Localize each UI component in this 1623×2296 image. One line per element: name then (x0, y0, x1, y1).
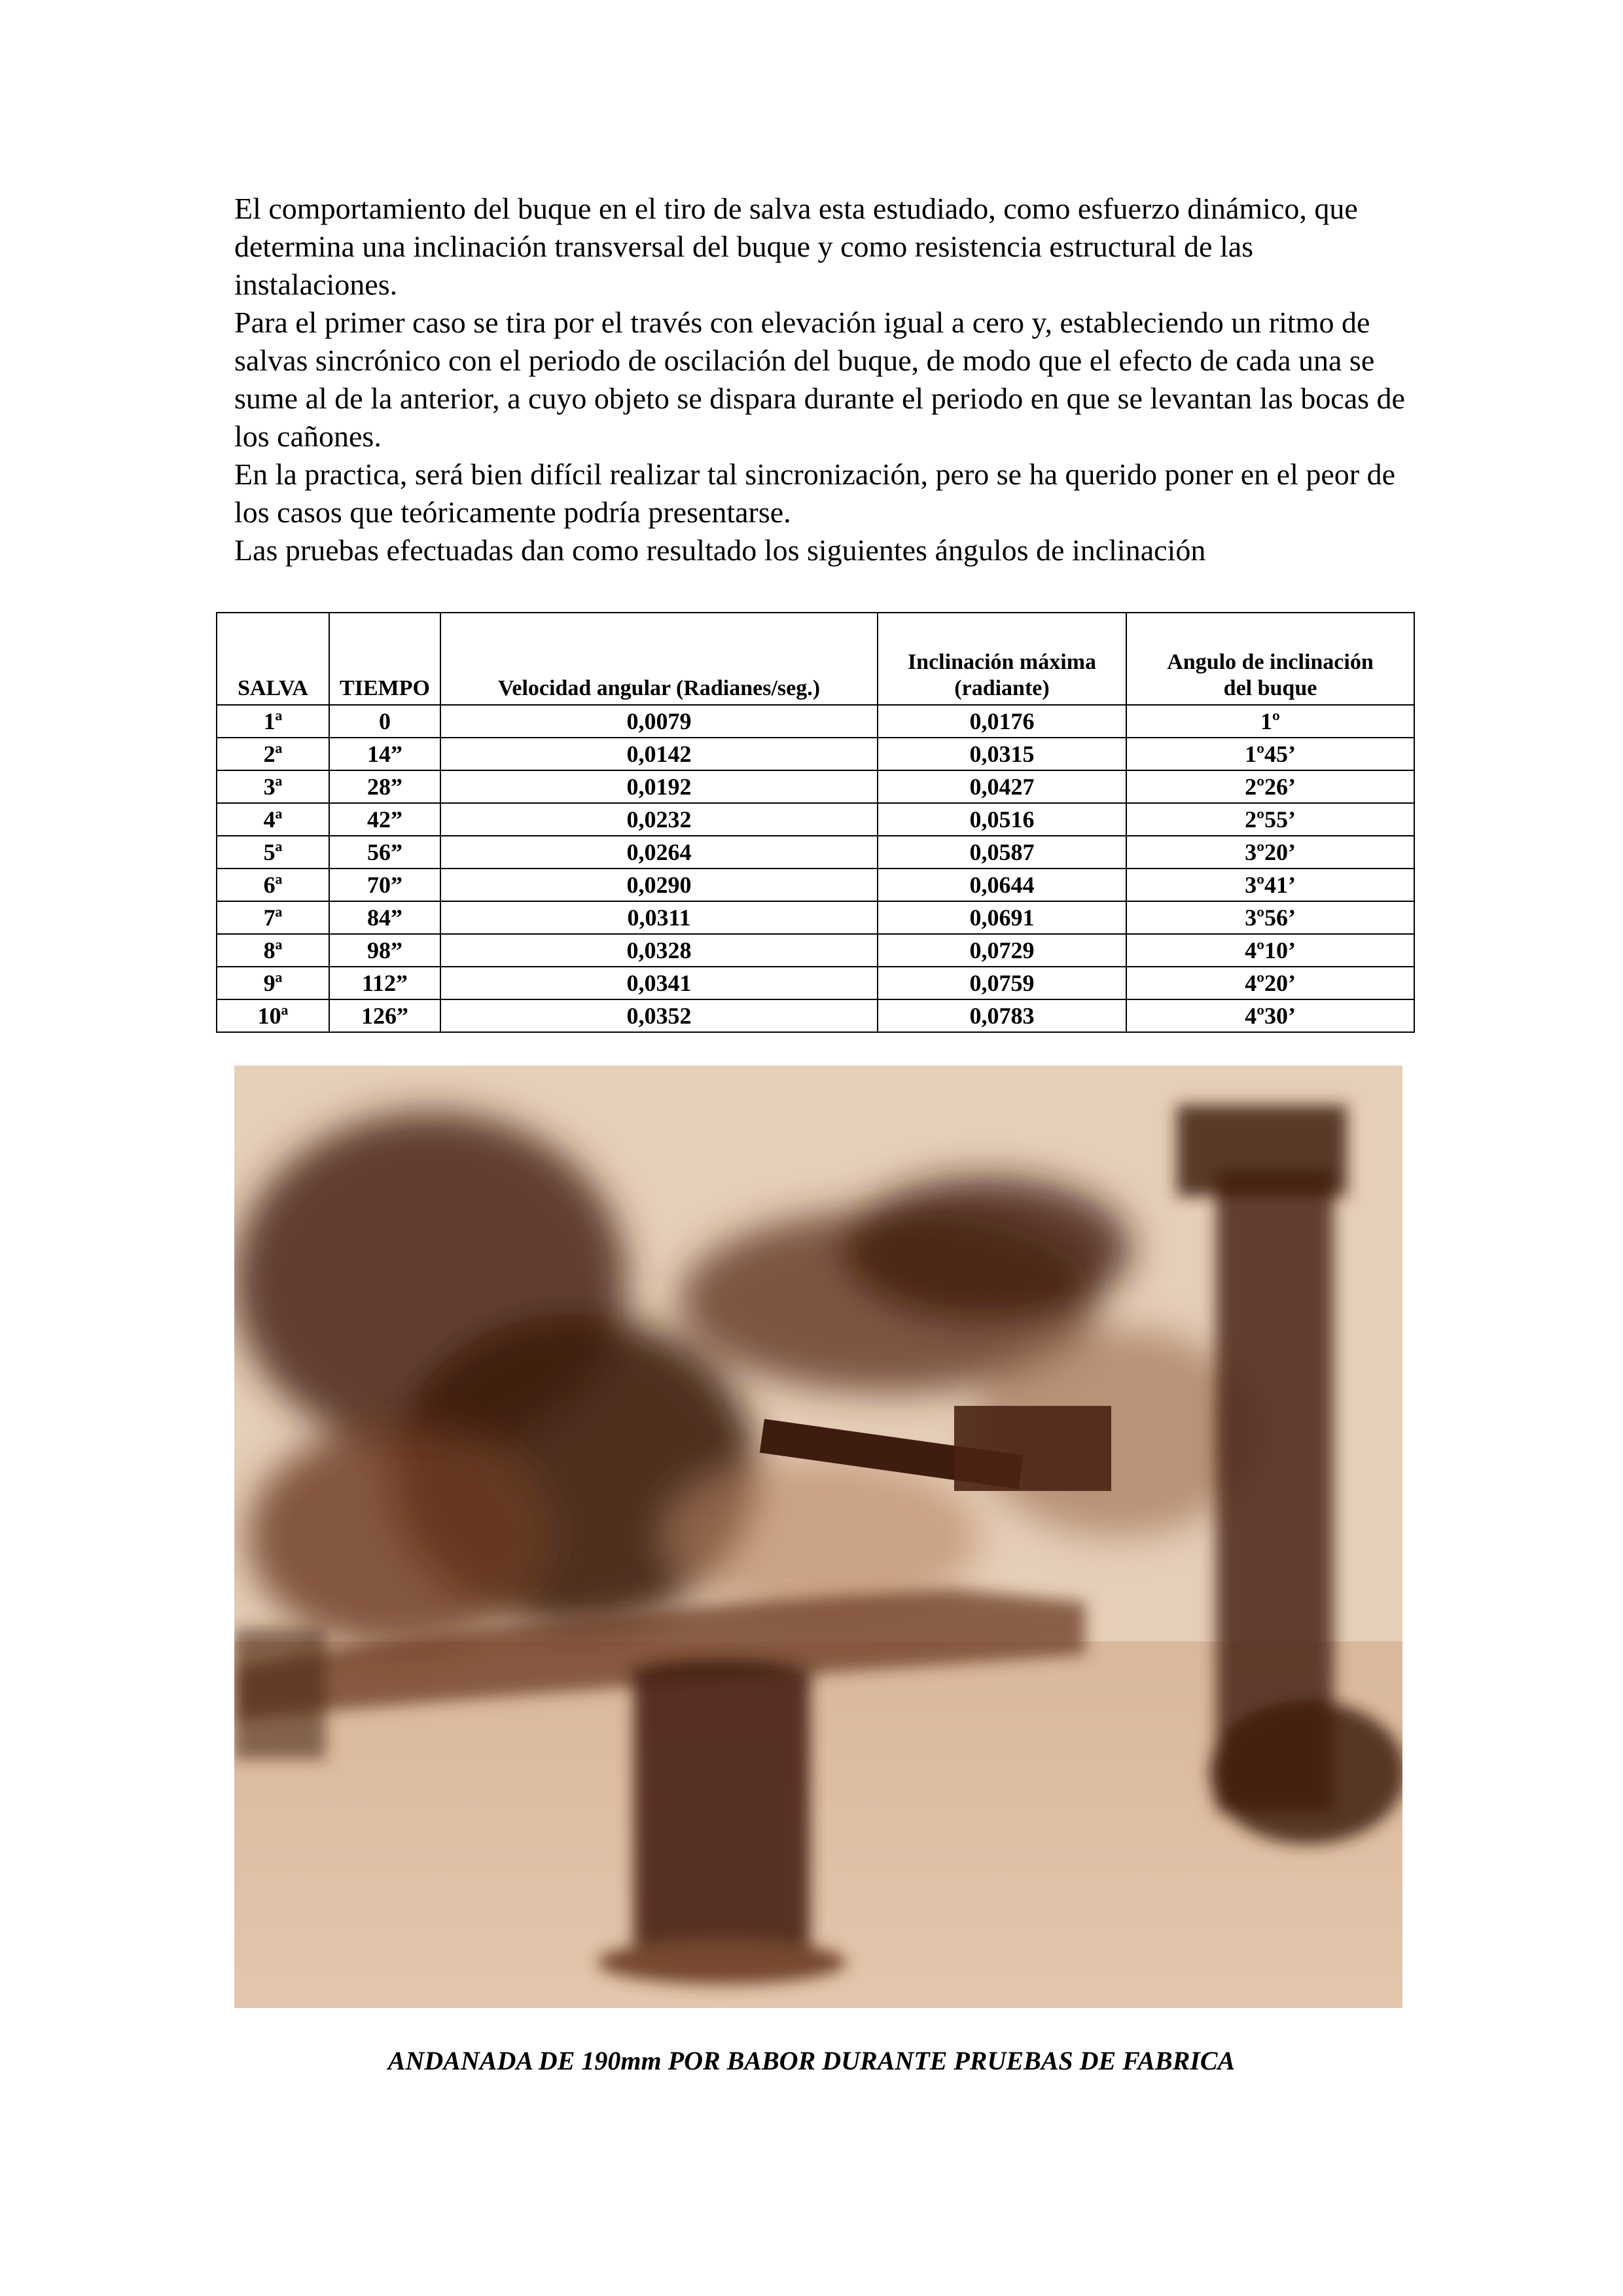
body-text (234, 190, 1406, 569)
cell-velocidad: 0,0192 (440, 770, 878, 803)
cell-angulo: 3º41’ (1126, 869, 1414, 901)
table-row (217, 999, 1414, 1032)
table-row (217, 869, 1414, 901)
cell-inclinacion: 0,0516 (878, 803, 1126, 836)
cell-angulo: 4º20’ (1126, 967, 1414, 999)
paragraph-3: En la practica, será bien difícil realizar tal sincronización, pero se ha querido poner en el peor de los casos que teóricamente podría presentarse. (234, 457, 1396, 529)
cell-angulo: 1º45’ (1126, 738, 1414, 770)
cell-inclinacion: 0,0315 (878, 738, 1126, 770)
cell-velocidad: 0,0341 (440, 967, 878, 999)
cell-angulo: 4º30’ (1126, 999, 1414, 1032)
cell-angulo: 1º (1126, 705, 1414, 738)
paragraph-1: El comportamiento del buque en el tiro de salva esta estudiado, como esfuerzo dinámico, que determina una inclinación transversal del buque y como resistencia estructural de las instalaciones. (234, 192, 1358, 301)
cell-inclinacion: 0,0176 (878, 705, 1126, 738)
table-row (217, 836, 1414, 869)
table-header-row (217, 613, 1414, 705)
cell-salva: 3ª (217, 770, 329, 803)
cell-tiempo: 56” (329, 836, 440, 869)
header-inclinacion: Inclinación máxima (radiante) (878, 613, 1126, 705)
cell-salva: 5ª (217, 836, 329, 869)
cell-tiempo: 112” (329, 967, 440, 999)
cell-inclinacion: 0,0691 (878, 901, 1126, 934)
table-row (217, 738, 1414, 770)
table-row (217, 705, 1414, 738)
cell-tiempo: 84” (329, 901, 440, 934)
cell-tiempo: 28” (329, 770, 440, 803)
cell-tiempo: 42” (329, 803, 440, 836)
cell-tiempo: 0 (329, 705, 440, 738)
cell-inclinacion: 0,0783 (878, 999, 1126, 1032)
table-row (217, 901, 1414, 934)
paragraph-4: Las pruebas efectuadas dan como resultado los siguientes ángulos de inclinación (234, 533, 1206, 567)
cell-salva: 6ª (217, 869, 329, 901)
cell-inclinacion: 0,0427 (878, 770, 1126, 803)
inclination-table (216, 612, 1415, 1033)
cell-velocidad: 0,0311 (440, 901, 878, 934)
cell-tiempo: 98” (329, 934, 440, 967)
table-row (217, 934, 1414, 967)
sepia-photo-icon (234, 1066, 1402, 2008)
cell-salva: 10ª (217, 999, 329, 1032)
cell-tiempo: 14” (329, 738, 440, 770)
table-body (217, 705, 1414, 1032)
table-row (217, 803, 1414, 836)
cell-angulo: 2º55’ (1126, 803, 1414, 836)
cell-angulo: 2º26’ (1126, 770, 1414, 803)
cell-salva: 8ª (217, 934, 329, 967)
cell-inclinacion: 0,0644 (878, 869, 1126, 901)
cell-tiempo: 70” (329, 869, 440, 901)
cell-salva: 9ª (217, 967, 329, 999)
cell-salva: 1ª (217, 705, 329, 738)
cell-angulo: 4º10’ (1126, 934, 1414, 967)
cell-inclinacion: 0,0759 (878, 967, 1126, 999)
table-row (217, 967, 1414, 999)
cell-velocidad: 0,0328 (440, 934, 878, 967)
header-angulo: Angulo de inclinación del buque (1126, 613, 1414, 705)
cell-salva: 2ª (217, 738, 329, 770)
cell-velocidad: 0,0290 (440, 869, 878, 901)
paragraph-2: Para el primer caso se tira por el través con elevación igual a cero y, estableciendo un ritmo de salvas sincrónico con el periodo de oscilación del buque, de modo que el efecto de cada una se sume al de la anterior, a cuyo objeto se dispara durante el periodo en que se levantan las bocas de los cañones. (234, 306, 1405, 453)
cell-angulo: 3º20’ (1126, 836, 1414, 869)
cell-velocidad: 0,0232 (440, 803, 878, 836)
header-velocidad: Velocidad angular (Radianes/seg.) (440, 613, 878, 705)
cell-inclinacion: 0,0729 (878, 934, 1126, 967)
cell-inclinacion: 0,0587 (878, 836, 1126, 869)
cell-velocidad: 0,0079 (440, 705, 878, 738)
cell-salva: 4ª (217, 803, 329, 836)
cell-velocidad: 0,0264 (440, 836, 878, 869)
cell-salva: 7ª (217, 901, 329, 934)
cell-velocidad: 0,0352 (440, 999, 878, 1032)
header-salva: SALVA (217, 613, 329, 705)
table-row (217, 770, 1414, 803)
ship-broadside-photo (234, 1066, 1402, 2008)
cell-velocidad: 0,0142 (440, 738, 878, 770)
header-tiempo: TIEMPO (329, 613, 440, 705)
photo-caption: ANDANADA DE 190mm POR BABOR DURANTE PRUEBAS DE FABRICA (387, 2046, 1236, 2075)
cell-tiempo: 126” (329, 999, 440, 1032)
cell-angulo: 3º56’ (1126, 901, 1414, 934)
